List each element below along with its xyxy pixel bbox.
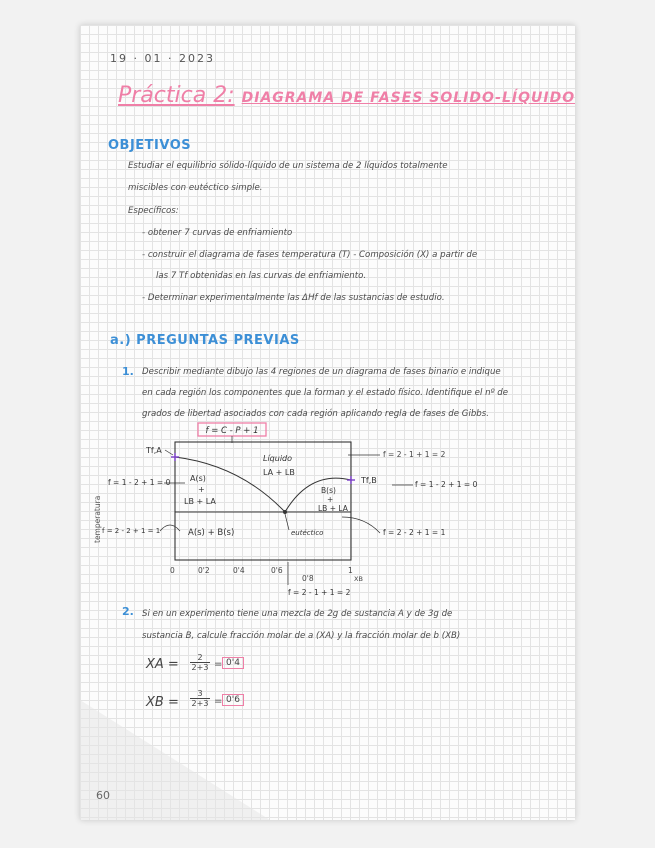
objectives-heading: OBJETIVOS xyxy=(108,138,192,153)
x-axis-var: XB xyxy=(354,575,363,583)
eutectic-label: eutéctico xyxy=(291,529,324,537)
bottom-f-label: f = 2 - 1 + 1 = 2 xyxy=(288,588,351,597)
xa-denominator: 2+3 xyxy=(191,663,209,672)
x-tick-0: 0 xyxy=(170,566,175,575)
question-1-number: 1. xyxy=(122,365,134,378)
liquid-label: Líquido xyxy=(263,454,293,463)
question-1-line-3: grados de libertad asociados con cada región aplicando regla de fases de Gibbs. xyxy=(142,409,489,419)
x-ticks xyxy=(170,566,353,583)
objectives-line-2: miscibles con eutéctico simple. xyxy=(128,183,263,193)
objectives-line-1: Estudiar el equilibrio sólido-líquido de un sistema de 2 líquidos totalmente xyxy=(128,161,448,171)
region-b-top: B(s) xyxy=(321,486,336,495)
title-main: DIAGRAMA DE FASES SOLIDO-LÍQUIDO xyxy=(241,90,575,106)
x-tick-1: 0'2 xyxy=(198,566,210,575)
tfb-label: Tf,B xyxy=(361,476,377,485)
liquid-components: LA + LB xyxy=(263,468,295,477)
question-1-line-2: en cada región los componentes que la forman y el estado físico. Identifique el nº de xyxy=(142,388,509,398)
x-tick-3: 0'6 xyxy=(271,566,283,575)
questions-heading: a.) PREGUNTAS PREVIAS xyxy=(110,333,300,348)
xb-label: XB = xyxy=(146,695,179,710)
xa-fraction xyxy=(190,653,210,672)
specific-label: Específicos: xyxy=(128,206,179,216)
page-number: 60 xyxy=(96,789,110,802)
x-tick-5: 1 xyxy=(348,566,353,575)
region-b-bottom: LB + LA xyxy=(318,504,348,513)
left-bottom-f-label: f = 2 - 2 + 1 = 1 xyxy=(102,527,161,535)
right-top-f-label: f = 2 - 1 + 1 = 2 xyxy=(383,450,446,459)
bullet-2-line-1: - construir el diagrama de fases temperatura (T) - Composición (X) a partir de xyxy=(142,250,478,260)
region-a-top: A(s) xyxy=(190,474,206,483)
left-f-label: f = 1 - 2 + 1 = 0 xyxy=(108,478,171,487)
question-2-line-1: Si en un experimento tiene una mezcla de 2g de sustancia A y de 3g de xyxy=(142,609,453,619)
bullet-3: - Determinar experimentalmente las ΔHf de las sustancias de estudio. xyxy=(142,293,445,303)
xb-fraction xyxy=(190,689,210,708)
x-tick-4: 0'8 xyxy=(302,574,314,583)
x-tick-2: 0'4 xyxy=(233,566,245,575)
xa-equals: = xyxy=(214,659,223,670)
xa-label: XA = xyxy=(146,657,179,672)
xa-numerator: 2 xyxy=(190,653,210,663)
right-mid-f-label: f = 1 - 2 + 1 = 0 xyxy=(415,480,478,489)
xb-denominator: 2+3 xyxy=(191,699,209,708)
xb-equals: = xyxy=(214,696,223,707)
question-2-number: 2. xyxy=(122,605,134,618)
xa-result: 0'4 xyxy=(222,657,244,669)
eutectic-point xyxy=(283,510,287,514)
xb-result: 0'6 xyxy=(222,694,244,706)
solid-region: A(s) + B(s) xyxy=(188,528,235,538)
xb-numerator: 3 xyxy=(190,689,210,699)
region-b-plus: + xyxy=(327,495,334,504)
date: 19 · 01 · 2023 xyxy=(110,52,215,65)
notebook-page xyxy=(80,25,575,820)
region-a-plus: + xyxy=(198,485,205,494)
title-prefix: Práctica 2: xyxy=(118,83,235,108)
tfa-label: Tf,A xyxy=(146,446,162,455)
right-bottom-f-label: f = 2 - 2 + 1 = 1 xyxy=(383,528,446,537)
question-1-line-1: Describir mediante dibujo las 4 regiones de un diagrama de fases binario e indique xyxy=(142,367,501,377)
region-a-bottom: LB + LA xyxy=(184,497,216,506)
bullet-1: - obtener 7 curvas de enfriamiento xyxy=(142,228,293,238)
phase-rule: f = C - P + 1 xyxy=(205,426,259,436)
y-axis-label: temperatura xyxy=(93,495,102,543)
bullet-2-line-2: las 7 Tf obtenidas en las curvas de enfriamiento. xyxy=(156,271,367,281)
question-2-line-2: sustancia B, calcule fracción molar de a (XA) y la fracción molar de b (XB) xyxy=(142,631,461,641)
